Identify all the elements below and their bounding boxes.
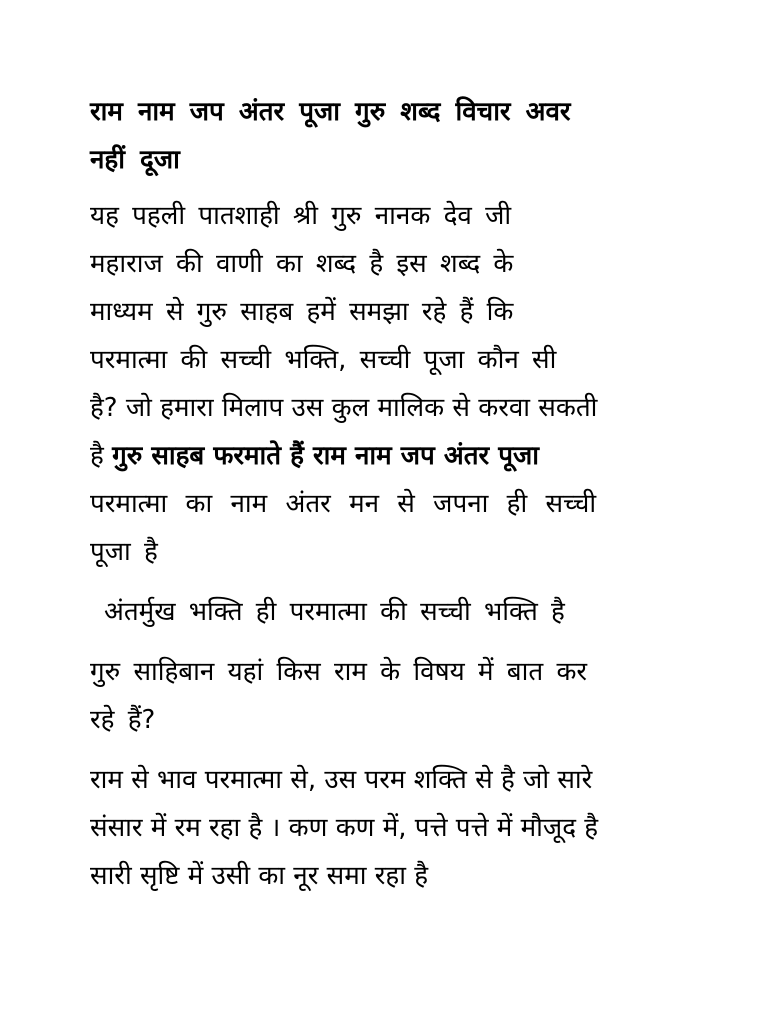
title-line: नहीं दूजा xyxy=(90,145,180,175)
paragraph-question xyxy=(90,648,675,744)
paragraph-line: गुरु साहिबान यहां किस राम के विषय में बात कर xyxy=(90,657,588,687)
paragraph-intro xyxy=(90,192,675,576)
paragraph-line-mixed xyxy=(90,432,675,480)
paragraph-text: है xyxy=(90,441,113,471)
paragraph-line: है? जो हमारा मिलाप उस कुल मालिक से करवा सकती xyxy=(90,393,598,423)
paragraph-line: अंतर्मुख भक्ति ही परमात्मा की सच्ची भक्ति है xyxy=(104,597,565,627)
paragraph-line: यह पहली पातशाही श्री गुरु नानक देव जी xyxy=(90,201,512,231)
paragraph-line: राम से भाव परमात्मा से, उस परम शक्ति से है जो सारे xyxy=(90,765,593,795)
paragraph-line: परमात्मा की सच्ची भक्ति, सच्ची पूजा कौन सी xyxy=(90,345,557,375)
paragraph-line: रहे हैं? xyxy=(90,705,156,735)
paragraph-line: माध्यम से गुरु साहब हमें समझा रहे हैं कि xyxy=(90,297,514,327)
document-page xyxy=(90,88,675,900)
title-line: राम नाम जप अंतर पूजा गुरु शब्द विचार अवर xyxy=(90,97,571,127)
paragraph-line: सारी सृष्टि में उसी का नूर समा रहा है xyxy=(90,861,428,891)
paragraph-ram-meaning xyxy=(90,756,675,900)
paragraph-inner-devotion xyxy=(90,588,675,636)
paragraph-line: पूजा है xyxy=(90,537,158,567)
paragraph-line: संसार में रम रहा है । कण कण में, पत्ते पत्ते में मौजूद है xyxy=(90,813,599,843)
paragraph-line: महाराज की वाणी का शब्द है इस शब्द के xyxy=(90,249,514,279)
emphasized-quote: गुरु साहब फरमाते हैं राम नाम जप अंतर पूजा xyxy=(112,441,540,471)
paragraph-line: परमात्मा का नाम अंतर मन से जपना ही सच्ची xyxy=(90,489,597,519)
document-title xyxy=(90,88,675,184)
